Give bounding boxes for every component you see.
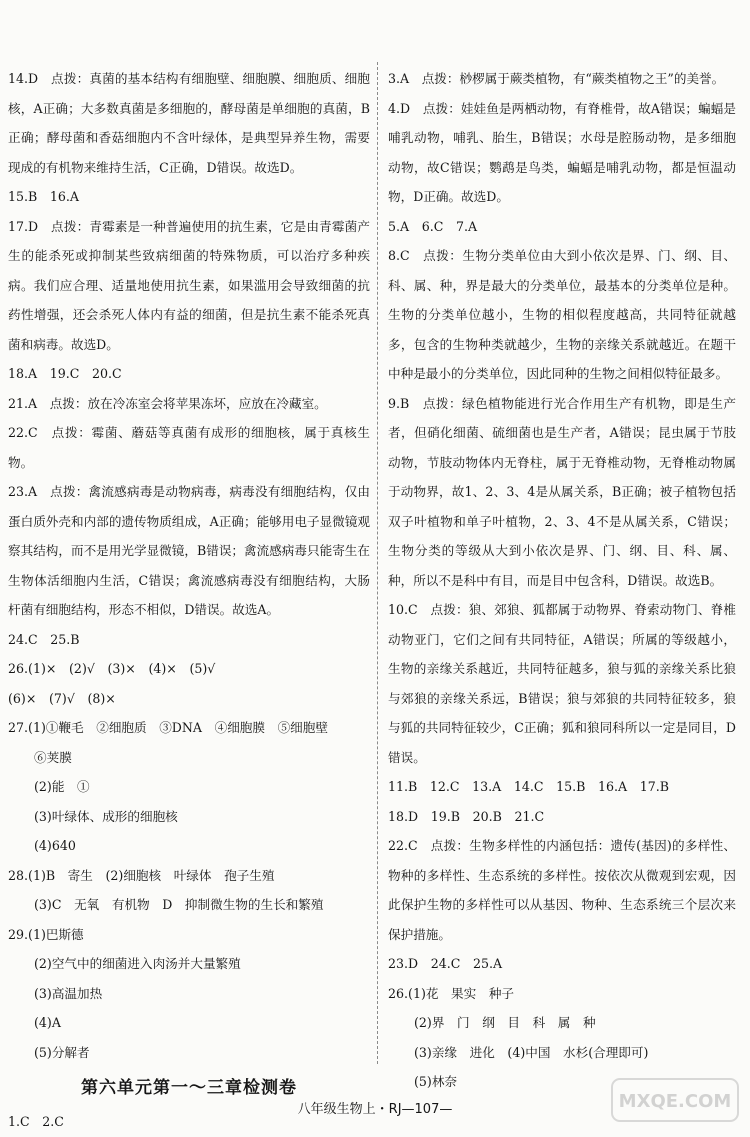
answer-26-3: (3)亲缘 进化 (4)中国 水杉(合理即可)	[414, 1044, 649, 1060]
answer-9: 9.B 点拨：绿色植物能进行光合作用生产有机物，即是生产者，但硝化细菌、硫细菌也是生产者，A错误；昆虫属于节肢动物，节肢动物体内无脊柱，属于无脊椎动物，无脊椎动物属于动物界，故1、2、3、4是从属关系，B正确；被子植物包括双子叶植物和单子叶植物，2、3、4不是从属关系，C错误；生物分类的等级从大到小依次是界、门、纲、目、科、属、种，所以不是科中有目，而是目中包含科，D错误。故选B。	[388, 395, 736, 588]
answer-29-3: (3)高温加热	[34, 985, 103, 1001]
answer-29-1: 29.(1)巴斯德	[8, 926, 84, 942]
answer-27-1: 27.(1)①鞭毛 ②细胞质 ③DNA ④细胞膜 ⑤细胞壁	[8, 720, 328, 735]
answer-18-20: 18.A 19.C 20.C	[8, 366, 122, 381]
left-column	[8, 64, 370, 1137]
answer-26-5: (5)林奈	[414, 1074, 458, 1089]
answer-15-16: 15.B 16.A	[8, 189, 79, 204]
answer-22: 22.C 点拨：霉菌、蘑菇等真菌有成形的细胞核，属于真核生物。	[8, 425, 370, 470]
answer-27-3: (3)叶绿体、成形的细胞核	[34, 808, 178, 824]
answer-27-2: (2)能 ①	[34, 779, 90, 794]
section-title: 第六单元第一～三章检测卷	[81, 1078, 297, 1098]
answer-28-1: 28.(1)B 寄生 (2)细胞核 叶绿体 孢子生殖	[8, 867, 275, 883]
answer-24-25: 24.C 25.B	[8, 631, 80, 647]
answer-18-21: 18.D 19.B 20.B 21.C	[388, 808, 545, 824]
answer-29-2: (2)空气中的细菌进入肉汤并大量繁殖	[34, 956, 241, 971]
answer-29-4: (4)A	[34, 1015, 61, 1030]
answer-27-1b: ⑥荚膜	[34, 749, 72, 765]
answer-28-3: (3)C 无氧 有机物 D 抑制微生物的生长和繁殖	[34, 897, 324, 912]
answer-21: 21.A 点拨：放在冷冻室会将苹果冻坏，应放在冷藏室。	[8, 395, 327, 411]
answer-26-2: (2)界 门 纲 目 科 属 种	[414, 1015, 596, 1030]
answer-1-2: 1.C 2.C	[8, 1114, 64, 1129]
answer-10: 10.C 点拨：狼、郊狼、狐都属于动物界、脊索动物门、脊椎动物亚门，它们之间有共同特征，A错误；所属的等级越小，生物的亲缘关系越近，共同特征越多，狼与狐的亲缘关系比狼与郊狼的亲缘关系远，B错误；狼与郊狼的共同特征较多，狼与狐的共同特征较少，C正确；狐和狼同科所以一定是同目，D错误。	[388, 602, 736, 765]
answer-26b: (6)× (7)√ (8)×	[8, 690, 116, 706]
answer-17: 17.D 点拨：青霉素是一种普遍使用的抗生素，它是由青霉菌产生的能杀死或抑制某些致病细菌的特殊物质，可以治疗多种疾病。我们应合理、适量地使用抗生素，如果滥用会导致细菌的抗药性增强，还会杀死人体内有益的细菌，但是抗生素不能杀死真菌和病毒。故选D。	[8, 218, 370, 352]
answer-11-17: 11.B 12.C 13.A 14.C 15.B 16.A 17.B	[388, 779, 669, 794]
answer-8: 8.C 点拨：生物分类单位由大到小依次是界、门、纲、目、科、属、种，界是最大的分类单位，最基本的分类单位是种。生物的分类单位越小，生物的相似程度越高，共同特征就越多，包含的生物种类就越少，生物的亲缘关系就越近。在题干中种是最小的分类单位，因此同种的生物之间相似特征最多。	[388, 248, 736, 381]
right-column	[388, 64, 736, 1097]
watermark-logo	[610, 1075, 740, 1125]
answer-23-25: 23.D 24.C 25.A	[388, 956, 503, 971]
column-divider	[377, 62, 378, 1064]
watermark-text: MXQE.COM	[618, 1091, 732, 1112]
answer-14: 14.D 点拨：真菌的基本结构有细胞壁、细胞膜、细胞质、细胞核，A正确；大多数真菌是多细胞的，酵母菌是单细胞的真菌，B正确；酵母菌和香菇细胞内不含叶绿体，是典型异养生物，需要现成的有机物来维持生活，C正确，D错误。故选D。	[8, 71, 370, 175]
answer-5-7: 5.A 6.C 7.A	[388, 218, 478, 234]
page-footer: 八年级生物上・RJ—107—	[297, 1102, 453, 1117]
answer-4: 4.D 点拨：娃娃鱼是两栖动物，有脊椎骨，故A错误；蝙蝠是哺乳动物，哺乳、胎生，B错误；水母是腔肠动物，是多细胞动物，故C错误；鹦鹉是鸟类，蝙蝠是哺乳动物，都是恒温动物，D正确。故选D。	[388, 100, 736, 204]
answer-22: 22.C 点拨：生物多样性的内涵包括：遗传(基因)的多样性、物种的多样性、生态系统的多样性。按依次从微观到宏观，因此保护生物的多样性可以从基因、物种、生态系统三个层次来保护措施。	[388, 838, 736, 942]
answer-29-5: (5)分解者	[34, 1044, 90, 1060]
answer-26-1: 26.(1)花 果实 种子	[388, 985, 515, 1001]
answer-27-4: (4)640	[34, 838, 76, 853]
answer-26a: 26.(1)× (2)√ (3)× (4)× (5)√	[8, 661, 216, 676]
answer-23: 23.A 点拨：禽流感病毒是动物病毒，病毒没有细胞结构，仅由蛋白质外壳和内部的遗传物质组成，A正确；能够用电子显微镜观察其结构，而不是用光学显微镜，B错误；禽流感病毒只能寄生在生物体活细胞内生活，C错误；禽流感病毒没有细胞结构，大肠杆菌有细胞结构，形态不相似，D错误。故选A。	[8, 484, 370, 617]
answer-3: 3.A 点拨：桫椤属于蕨类植物，有“蕨类植物之王”的美誉。	[388, 71, 725, 86]
